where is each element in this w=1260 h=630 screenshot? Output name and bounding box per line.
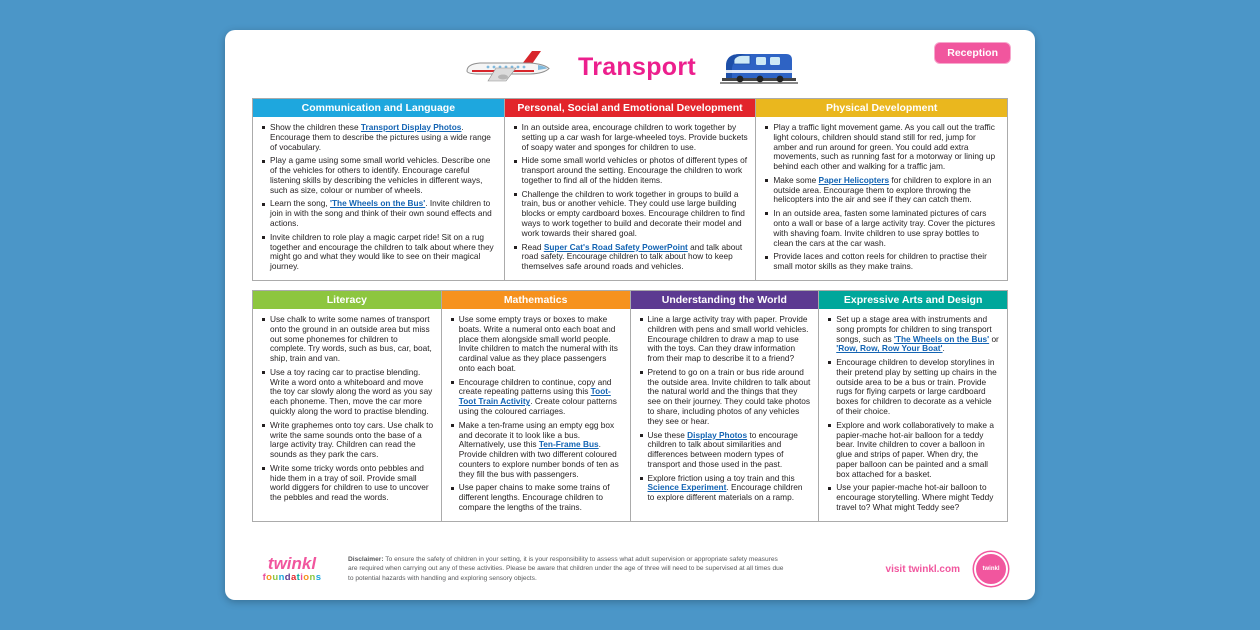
visit-twinkl-link[interactable]: visit twinkl.com xyxy=(885,563,960,575)
column-physical-development xyxy=(756,98,1008,281)
column-body-literacy xyxy=(253,309,441,521)
twinkl-foundations-logo xyxy=(252,555,332,583)
activity-item xyxy=(261,233,497,272)
resource-link[interactable]: Science Experiment xyxy=(647,482,727,493)
activity-item xyxy=(639,368,812,427)
resource-link[interactable]: 'The Wheels on the Bus' xyxy=(893,333,990,344)
title-row xyxy=(225,42,1035,92)
activity-text: In an outside area, fasten some laminated pictures of cars onto a wall or base of a large activity tray. Cover the pictures with shaving foam. Invite children to use spray bottles to clean the cars at the car wash. xyxy=(773,208,996,248)
column-header-literacy: Literacy xyxy=(253,291,441,309)
activity-item xyxy=(450,378,623,417)
column-body-communication-and-language xyxy=(253,117,504,280)
column-personal-social-emotional-development xyxy=(505,98,757,281)
activity-item xyxy=(450,315,623,374)
activity-item xyxy=(513,123,749,152)
activity-item xyxy=(261,368,434,417)
column-body-understanding-the-world xyxy=(631,309,819,521)
resource-page xyxy=(225,30,1035,600)
activity-text: Play a traffic light movement game. As you call out the traffic light colours, children should stand still for red, jump for amber and run around for green. You could add extra movements, such as running fast for a motorway or lining up behind each other and walking for a traffic jam. xyxy=(773,122,996,172)
activity-text: Play a game using some small world vehicles. Describe one of the vehicles for others to identify. Encourage careful listening skills by describing the vehicles in different ways, such as size, colour or number of wheels. xyxy=(270,155,491,195)
page-title: Transport xyxy=(578,52,696,81)
activity-text: or xyxy=(989,333,999,344)
column-header-communication-and-language: Communication and Language xyxy=(253,99,504,117)
activity-text: . Create colour patterns using the coloured carriages. xyxy=(458,396,617,416)
activity-item xyxy=(764,252,1000,272)
activity-text: Write graphemes onto toy cars. Use chalk to write the same sounds onto the base of a large activity tray. Children can read the sounds as they park the cars. xyxy=(270,419,434,460)
activity-text: . Provide children with two different coloured counters to explore number bonds of ten as they fill the bus with passengers. xyxy=(458,439,619,479)
disclaimer-label: Disclaimer: xyxy=(348,556,384,564)
reception-badge[interactable]: Reception xyxy=(934,42,1011,64)
activity-item xyxy=(764,209,1000,248)
column-expressive-arts-and-design xyxy=(819,290,1008,522)
activity-text: Encourage children to continue, copy and create repeating patterns using this xyxy=(458,376,612,397)
activity-text: Show the children these xyxy=(270,122,361,132)
page-footer xyxy=(252,552,1008,586)
column-literacy xyxy=(252,290,442,522)
curriculum-row-1 xyxy=(252,98,1008,281)
resource-link[interactable]: Display Photos xyxy=(687,429,748,440)
column-body-physical-development xyxy=(756,117,1007,280)
activity-text: . Invite children to join in with the song and think of their own sound effects and actions. xyxy=(270,198,492,229)
activity-text: Explore and work collaboratively to make a papier-mache hot-air balloon for a teddy bear. Invite children to cover a balloon in glue and strips of paper. When dry, the paper balloon can be painted and a small box attached for a basket. xyxy=(836,419,994,479)
resource-link[interactable]: Super Cat's Road Safety PowerPoint xyxy=(543,241,688,252)
activity-text: Make a ten-frame using an empty egg box and decorate it to look like a bus. Alternatively, use this xyxy=(458,419,615,450)
column-header-physical-development: Physical Development xyxy=(756,99,1007,117)
column-header-personal-social-emotional-development: Personal, Social and Emotional Development xyxy=(505,99,756,117)
activity-item xyxy=(827,421,1000,480)
activity-item xyxy=(639,474,812,503)
curriculum-rows xyxy=(252,98,1008,522)
activity-item xyxy=(827,315,1000,354)
activity-text: Use chalk to write some names of transport onto the ground in an outside area but miss out some phonemes for children to complete. Try words, such as bus, car, boat, ship, train and van. xyxy=(270,313,432,364)
activity-item xyxy=(261,464,434,503)
column-body-personal-social-emotional-development xyxy=(505,117,756,280)
resource-link[interactable]: 'Row, Row, Row Your Boat' xyxy=(836,343,943,354)
resource-link[interactable]: Paper Helicopters xyxy=(818,174,890,185)
activity-item xyxy=(827,358,1000,417)
activity-text: Read xyxy=(521,241,544,252)
activity-text: and talk about road safety. Encourage children to talk about how to keep themselves safe around roads and vehicles. xyxy=(521,241,743,272)
activity-item xyxy=(827,483,1000,512)
activity-text: . Encourage them to describe the pictures using a wide range of vocabulary. xyxy=(270,122,491,152)
badge-text: twinkl xyxy=(982,566,1000,572)
activity-item xyxy=(513,156,749,185)
activity-text: Hide some small world vehicles or photos of different types of transport around the setting. Encourage the children to work together to find all of the hidden items. xyxy=(521,155,748,185)
column-header-mathematics: Mathematics xyxy=(442,291,630,309)
activity-text: Line a large activity tray with paper. Provide children with pens and small world vehicles. Encourage children to draw a map to use with the toys. Can they draw information from their map to describe it to a friend? xyxy=(647,313,809,364)
activity-item xyxy=(261,421,434,460)
activity-text: Pretend to go on a train or bus ride around the outside area. Invite children to talk about the natural world and the things that they see on their journey. They could take photos to share, including photos of any vehicles they see or hear. xyxy=(647,366,811,426)
activity-text: Use your papier-mache hot-air balloon to encourage storytelling. Where might Teddy travel to? What might Teddy see? xyxy=(836,482,994,512)
logo-twinkl-text: twinkl xyxy=(267,554,317,574)
column-body-expressive-arts-and-design xyxy=(819,309,1007,521)
activity-item xyxy=(513,190,749,239)
curriculum-row-2 xyxy=(252,290,1008,522)
activity-text: . xyxy=(942,343,945,354)
activity-item xyxy=(764,176,1000,205)
activity-item xyxy=(450,421,623,480)
activity-text: In an outside area, encourage children to work together by setting up a car wash for large-wheeled toys. Provide buckets of soapy water and sponges for children to use. xyxy=(521,122,748,152)
resource-link[interactable]: Toot-Toot Train Activity xyxy=(458,386,611,407)
activity-text: Use these xyxy=(647,429,688,440)
logo-foundations: foundations xyxy=(262,572,322,584)
activity-item xyxy=(450,483,623,512)
activity-text: Learn the song, xyxy=(270,198,330,209)
column-header-understanding-the-world: Understanding the World xyxy=(631,291,819,309)
activity-item xyxy=(261,156,497,195)
column-body-mathematics xyxy=(442,309,630,521)
activity-text: Use a toy racing car to practise blending. Write a word onto a whiteboard and move the toy car slowly along the word as you say each phoneme. Then, move the car more quickly along the word to practise blending. xyxy=(270,366,433,416)
activity-text: Use paper chains to make some trains of different lengths. Encourage children to compare the lengths of the trains. xyxy=(458,482,610,512)
resource-link[interactable]: Ten-Frame Bus xyxy=(538,439,599,450)
activity-item xyxy=(513,243,749,272)
activity-text: Invite children to role play a magic carpet ride! Sit on a rug together and encourage the children to talk about where they might go and what they would like to see on their magical journey. xyxy=(270,231,494,272)
train-icon xyxy=(720,46,798,88)
activity-text: Write some tricky words onto pebbles and hide them in a tray of soil. Provide small world diggers for children to use to uncover the pebbles and read the words. xyxy=(270,462,429,503)
activity-text: . Encourage children to explore different materials on a ramp. xyxy=(647,482,803,503)
activity-item xyxy=(261,199,497,228)
column-header-expressive-arts-and-design: Expressive Arts and Design xyxy=(819,291,1007,309)
activity-text: Set up a stage area with instruments and song prompts for children to sing transport songs, such as xyxy=(836,313,992,344)
column-mathematics xyxy=(442,290,631,522)
activity-item xyxy=(261,315,434,364)
activity-text: Explore friction using a toy train and this xyxy=(647,472,795,483)
activity-text: Provide laces and cotton reels for children to practise their small motor skills as they make trains. xyxy=(773,251,987,272)
activity-item xyxy=(261,123,497,152)
column-communication-and-language xyxy=(252,98,505,281)
activity-text: Use some empty trays or boxes to make boats. Write a numeral onto each boat and place them alongside small world people. Invite children to match the numeral with its cardinal value as they place passengers onto each boat. xyxy=(458,313,618,373)
disclaimer-body: To ensure the safety of children in your setting, it is your responsibility to assess what adult supervision or appropriate safety measures are required when carrying out any of these activities. Please be aware that children under the age of three will need to be supervised at all times due to potential hazards with handling and exploring sensory objects. xyxy=(348,556,784,582)
activity-item xyxy=(764,123,1000,172)
activity-text: Encourage children to develop storylines in their pretend play by setting up chairs in the outside area to be a bus or train. Provide rugs for flying carpets or large cardboard boxes for children to decorate as a vehicle of their choice. xyxy=(836,357,997,416)
activity-text: for children to explore in an outside area. Encourage them to explore throwing the helicopters into the air and see if they can catch them. xyxy=(773,174,992,205)
activity-item xyxy=(639,315,812,364)
activity-text: to encourage children to talk about similarities and differences between modern types of transport and those used in the past. xyxy=(647,429,798,469)
airplane-icon xyxy=(462,48,554,86)
resource-link[interactable]: Transport Display Photos xyxy=(360,122,462,132)
activity-item xyxy=(639,431,812,470)
twinkl-quality-badge xyxy=(974,552,1008,586)
column-understanding-the-world xyxy=(631,290,820,522)
activity-text: Challenge the children to work together in groups to build a train, bus or another vehicle. They could use large building blocks or empty cardboard boxes. Encourage children to find ways to work together to build and decorate their model and work towards their shared goal. xyxy=(521,188,745,238)
resource-link[interactable]: 'The Wheels on the Bus' xyxy=(329,198,426,209)
disclaimer xyxy=(348,555,788,583)
activity-text: Make some xyxy=(773,174,819,185)
